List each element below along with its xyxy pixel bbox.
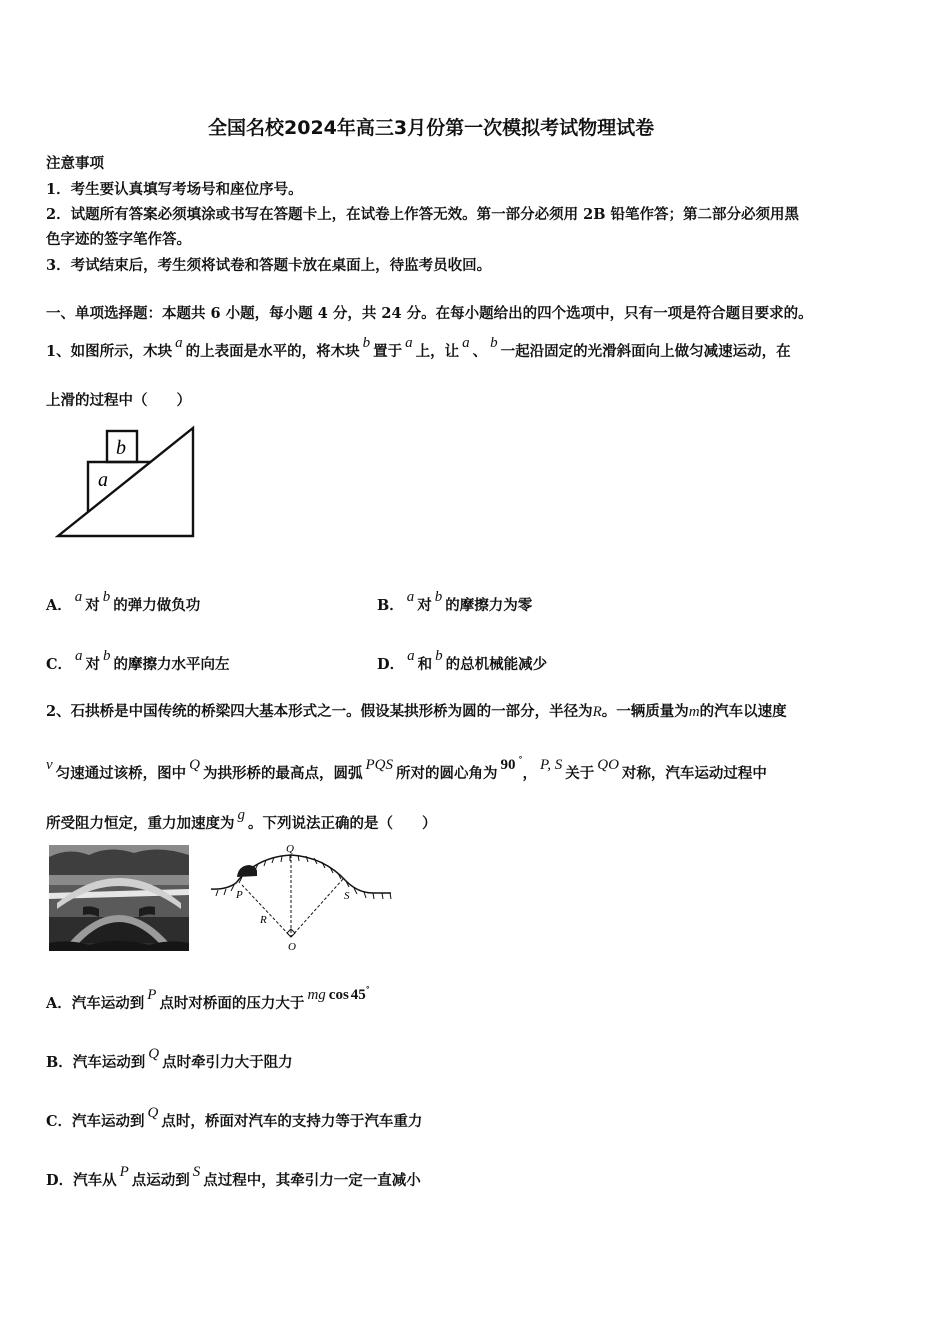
q2-var-g: g: [237, 807, 245, 823]
q1-var-b-2: b: [490, 335, 498, 351]
q2-option-A-var-P: P: [147, 987, 157, 1003]
notice-item-2: 2．试题所有答案必须填涂或书写在答题卡上，在试卷上作答无效。第一部分必须用 2B 铅笔作答；第二部分必须用黑: [46, 206, 800, 223]
q2-stem-line1: [46, 700, 787, 721]
q1-option-C-var2: b: [103, 648, 111, 664]
q2-stem-line3: [46, 807, 437, 833]
q2-var-PS: P, S: [540, 757, 563, 773]
q1-var-a: a: [175, 335, 183, 351]
q1-option-A-mid: 对: [85, 597, 100, 614]
q1-option-B-text: 的摩擦力为零: [445, 597, 533, 614]
q2-option-D-var-S: S: [192, 1164, 201, 1180]
q2-var-m: m: [688, 704, 700, 720]
block-b-label: b: [116, 437, 126, 459]
q2-var-R: R: [592, 704, 602, 720]
q2-l2a: 匀速通过该桥，图中: [55, 765, 187, 782]
q1-stem-line2: 上滑的过程中（ ）: [46, 392, 191, 409]
q2-option-A-t2: 点时对桥面的压力大于: [159, 995, 305, 1012]
radius-PO: [242, 885, 291, 937]
q2-option-D[interactable]: [46, 1164, 421, 1190]
q1-option-B-letter: B．: [377, 597, 404, 614]
q2-option-D-t1: 汽车从: [73, 1172, 117, 1189]
q1-option-B[interactable]: [377, 589, 533, 615]
q1-option-D-var2: b: [435, 648, 443, 664]
q1-option-D-letter: D．: [377, 656, 405, 673]
q2-l2d: 关于: [565, 765, 595, 782]
block-a-label: a: [98, 469, 108, 491]
q1-seg4: 上，让: [415, 343, 460, 360]
q2-option-A[interactable]: [46, 984, 370, 1013]
q2-angle: 90: [500, 757, 516, 773]
q2-option-D-t2: 点运动到: [131, 1172, 190, 1189]
q2-option-A-num: 45: [350, 987, 366, 1003]
q2-angle-degree: °: [518, 754, 523, 764]
q2-l1b: 。一辆质量为: [601, 703, 689, 720]
q1-var-b: b: [362, 335, 371, 351]
notice-item-3: 3．考试结束后，考生须将试卷和答题卡放在桌面上，待监考员收回。: [46, 257, 492, 274]
q1-option-A[interactable]: [46, 589, 201, 615]
q2-l2c: 所对的圆心角为: [396, 765, 498, 782]
q2-l1a: 2、石拱桥是中国传统的桥梁四大基本形式之一。假设某拱形桥为圆的一部分，半径为: [46, 703, 593, 720]
label-O: O: [288, 941, 296, 953]
section1-heading: 一、单项选择题：本题共 6 小题，每小题 4 分，共 24 分。在每小题给出的四个选项中，只有一项是符合题目要求的。: [46, 305, 813, 322]
q2-option-B-var-Q: Q: [148, 1046, 160, 1062]
q2-option-A-degree: °: [365, 984, 370, 994]
q1-option-B-var1: a: [406, 589, 415, 605]
q1-var-a-2: a: [405, 335, 413, 351]
q1-option-D[interactable]: [377, 648, 548, 674]
label-P: P: [236, 889, 243, 901]
label-S: S: [344, 890, 350, 902]
q1-option-C-text: 的摩擦力水平向左: [113, 656, 230, 673]
q2-option-C-var-Q: Q: [147, 1105, 159, 1121]
q2-option-D-var-P: P: [119, 1164, 129, 1180]
q2-option-B-letter: B．: [46, 1054, 73, 1071]
q1-option-A-var1: a: [74, 589, 83, 605]
q1-option-C-var1: a: [75, 648, 83, 664]
q1-option-C-mid: 对: [85, 656, 101, 673]
q1-option-A-text: 的弹力做负功: [113, 597, 201, 614]
q1-seg6: 一起沿固定的光滑斜面向上做匀减速运动，在: [500, 343, 791, 360]
q2-option-D-letter: D．: [46, 1172, 74, 1189]
q1-incline-figure: [55, 422, 200, 542]
q1-seg5: 、: [472, 343, 488, 360]
q1-option-D-mid: 和: [417, 656, 433, 673]
q1-seg2: 的上表面是水平的，将木块: [185, 343, 360, 360]
q1-option-A-var2: b: [102, 589, 111, 605]
q2-var-v: v: [46, 757, 53, 773]
q2-option-D-t3: 点过程中，其牵引力一定一直减小: [203, 1172, 421, 1189]
q2-option-C[interactable]: [46, 1105, 423, 1131]
q1-option-C[interactable]: [46, 648, 230, 674]
q2-option-B-t1: 汽车运动到: [72, 1054, 146, 1071]
q2-var-QO: QO: [597, 757, 619, 773]
car-icon: [237, 865, 257, 877]
q1-seg1: 1、如图所示，木块: [46, 343, 173, 360]
q2-option-C-letter: C．: [46, 1113, 73, 1130]
q2-option-A-mg: mg: [307, 987, 326, 1003]
label-R: R: [260, 914, 267, 926]
q2-arc-diagram: [208, 843, 398, 955]
q1-option-C-letter: C．: [46, 656, 73, 673]
q1-option-A-letter: A．: [46, 597, 72, 614]
q2-option-C-t2: 点时，桥面对汽车的支持力等于汽车重力: [161, 1113, 423, 1130]
q2-l2e: 对称，汽车运动过程中: [621, 765, 767, 782]
label-Q: Q: [286, 843, 294, 855]
q2-option-C-t1: 汽车运动到: [72, 1113, 145, 1130]
q2-l2b: 为拱形桥的最高点，圆弧: [203, 765, 363, 782]
q2-option-A-cos: cos: [328, 987, 349, 1003]
page-title: 全国名校2024年高三3月份第一次模拟考试物理试卷: [208, 117, 655, 139]
q1-option-D-var1: a: [407, 648, 415, 664]
q1-option-B-mid: 对: [417, 597, 432, 614]
q2-option-B-t2: 点时牵引力大于阻力: [162, 1054, 293, 1071]
q2-l1c: 的汽车以速度: [699, 703, 787, 720]
q1-stem-line1: [46, 335, 791, 361]
q2-var-Q: Q: [189, 757, 201, 773]
q2-l3a: 所受阻力恒定，重力加速度为: [46, 815, 235, 832]
notice-heading: 注意事项: [46, 155, 104, 172]
q2-l3b: 。下列说法正确的是（ ）: [248, 815, 437, 832]
q2-option-A-t1: 汽车运动到: [71, 995, 145, 1012]
q1-option-B-var2: b: [434, 589, 443, 605]
q1-seg3: 置于: [373, 343, 403, 360]
q2-stem-line2: [46, 754, 767, 783]
q2-option-B[interactable]: [46, 1046, 293, 1072]
q2-bridge-photo: [49, 845, 189, 951]
q1-option-D-text: 的总机械能减少: [445, 656, 548, 673]
q2-var-PQS: PQS: [365, 757, 394, 773]
q2-option-A-letter: A．: [46, 995, 72, 1012]
q2-comma: ，: [522, 765, 538, 782]
notice-item-2-cont: 色字迹的签字笔作答。: [46, 231, 191, 248]
q1-var-a-3: a: [462, 335, 470, 351]
radius-SO: [291, 879, 343, 937]
notice-item-1: 1．考生要认真填写考场号和座位序号。: [46, 181, 303, 198]
